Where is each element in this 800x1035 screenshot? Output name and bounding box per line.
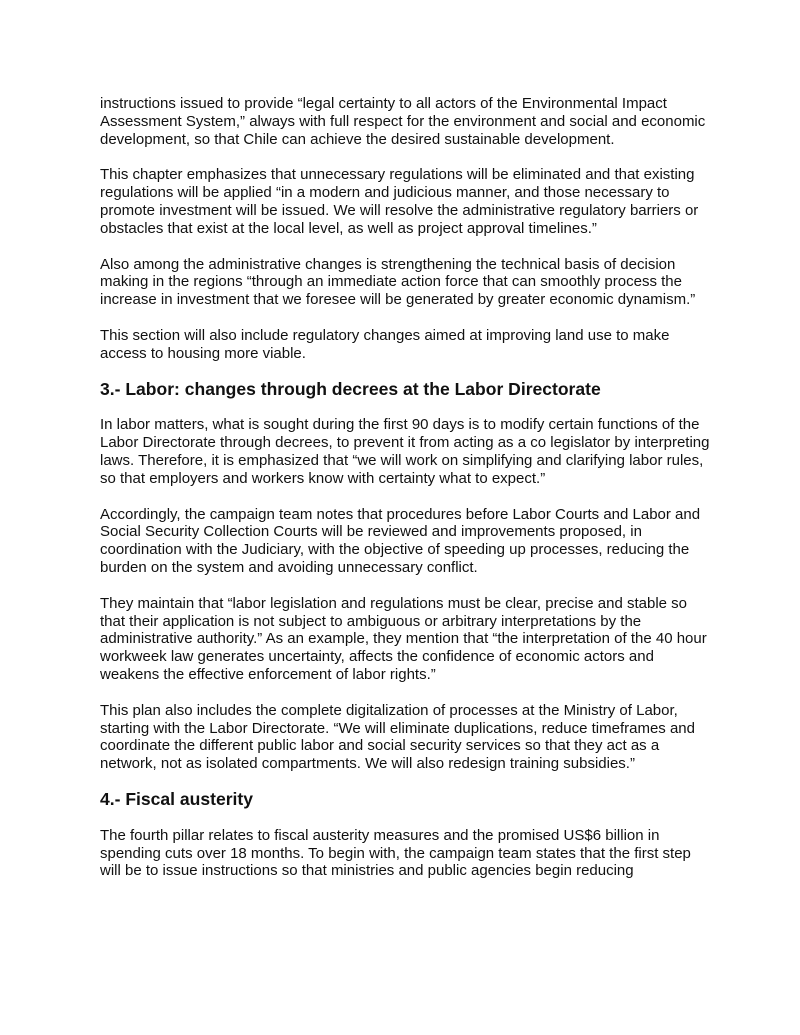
paragraph-digitalization: This plan also includes the complete digitalization of processes at the Ministry of Labor, starting with the Labor Directorate. “We will eliminate duplications, reduce timeframes and coordinate the different public labor and social security services so that they act as a network, not as isolated compartments. We will also redesign training subsidies.” (100, 701, 695, 773)
section-heading-fiscal-austerity: 4.- Fiscal austerity (100, 788, 253, 809)
paragraph-spending-cuts: The fourth pillar relates to fiscal austerity measures and the promised US$6 billion in spending cuts over 18 months. To begin with, the campaign team states that the first step will be to issue instructions so that ministries and public agencies begin reducing (100, 826, 691, 880)
section-heading-labor: 3.- Labor: changes through decrees at the Labor Directorate (100, 378, 601, 399)
paragraph-administrative-changes: Also among the administrative changes is strengthening the technical basis of decision making in the regions “through an immediate action force that can smoothly process the increase in investment that we foresee will be generated by greater economic dynamism.” (100, 255, 696, 309)
paragraph-labor-courts: Accordingly, the campaign team notes that procedures before Labor Courts and Labor and Social Security Collection Courts will be reviewed and improvements proposed, in coordination with the Judiciary, with the objective of speeding up processes, reducing the burden on the system and avoiding unnecessary conflict. (100, 505, 701, 576)
paragraph-eia-instructions: instructions issued to provide “legal certainty to all actors of the Environmental Impact Assessment System,” always with full respect for the environment and social and economic development, so that Chile can achieve the desired sustainable development. (100, 95, 706, 148)
paragraph-regulations: This chapter emphasizes that unnecessary regulations will be eliminated and that existing regulations will be applied “in a modern and judicious manner, and those necessary to promote investment will be issued. We will resolve the administrative regulatory barriers or obstacles that exist at the local level, as well as project approval timelines.” (100, 166, 699, 237)
document-page (100, 95, 710, 898)
paragraph-land-use: This section will also include regulatory changes aimed at improving land use to make access to housing more viable. (100, 326, 670, 362)
paragraph-labor-legislation: They maintain that “labor legislation and regulations must be clear, precise and stable so that their application is not subject to ambiguous or arbitrary interpretations by the administrative authority.” As an example, they mention that “the interpretation of the 40 hour workweek law generates uncertainty, affects the confidence of economic actors and weakens the effective enforcement of labor rights.” (100, 594, 707, 683)
paragraph-labor-directorate: In labor matters, what is sought during the first 90 days is to modify certain functions of the Labor Directorate through decrees, to prevent it from acting as a co legislator by interpreting laws. Therefore, it is emphasized that “we will work on simplifying and clarifying labor rules, so that employers and workers know with certainty what to expect.” (100, 416, 710, 487)
